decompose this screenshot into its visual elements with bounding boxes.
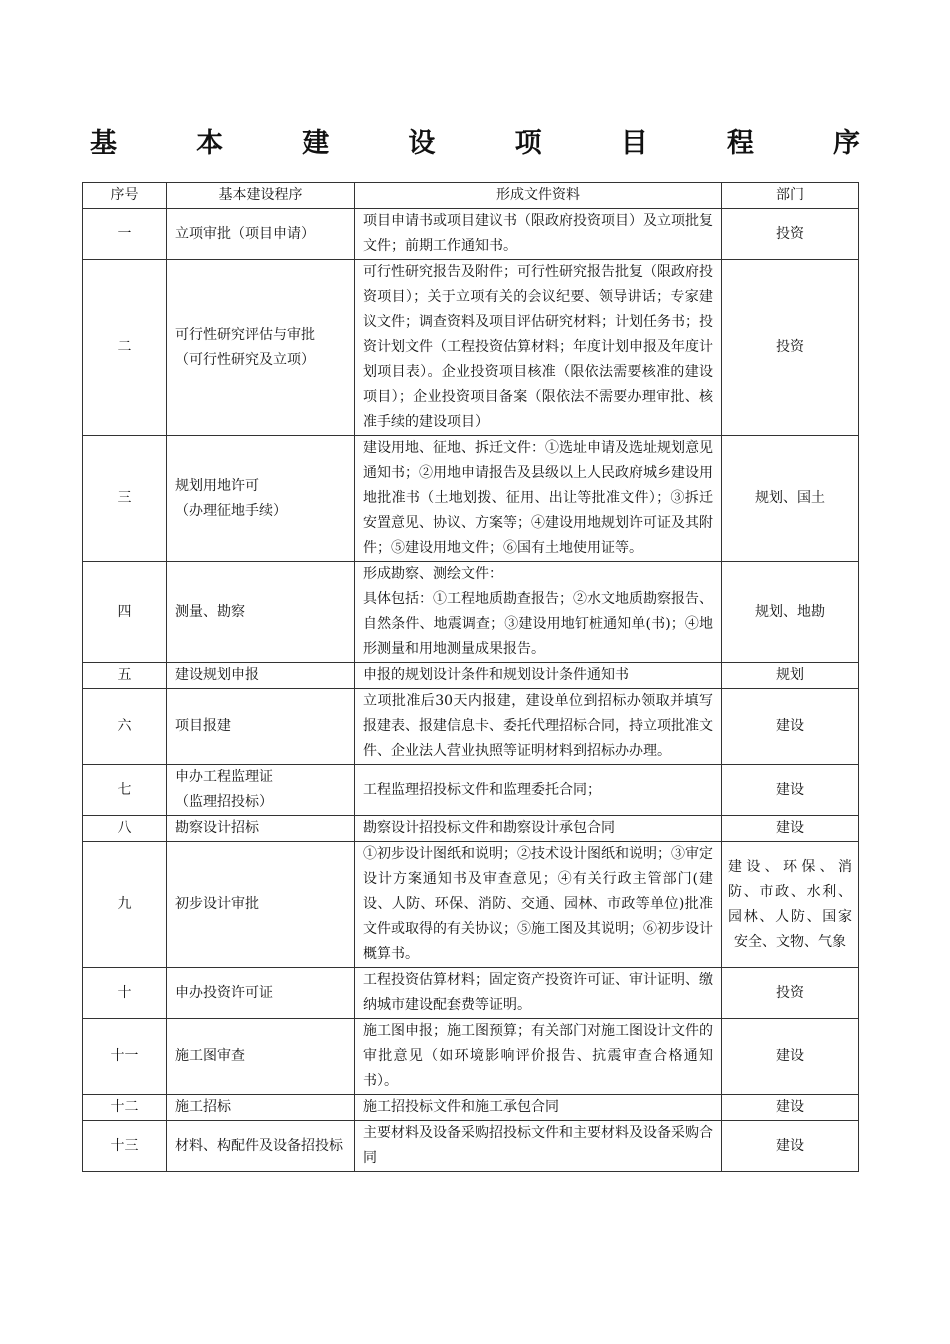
table-row xyxy=(83,765,859,816)
department-cell: 建设 xyxy=(722,1095,859,1121)
row-number: 三 xyxy=(83,436,167,562)
documents-cell xyxy=(355,209,722,260)
title-char: 建 xyxy=(302,127,330,159)
documents-text: 施工招投标文件和施工承包合同 xyxy=(363,1099,559,1115)
step-text: 材料、构配件及设备招投标 xyxy=(175,1137,343,1154)
department-cell: 建设 xyxy=(722,1019,859,1095)
row-number: 一 xyxy=(83,209,167,260)
title-char: 设 xyxy=(408,127,436,159)
step-text: 建设规划申报 xyxy=(175,667,259,683)
step-text: （办理征地手续） xyxy=(175,502,287,519)
step-cell xyxy=(167,816,355,842)
documents-cell xyxy=(355,765,722,816)
department-cell: 建设 xyxy=(722,765,859,816)
department-cell: 建设 xyxy=(722,1121,859,1172)
documents-cell xyxy=(355,436,722,562)
step-text: 规划用地许可 xyxy=(175,477,259,494)
row-number: 六 xyxy=(83,689,167,765)
procedure-table xyxy=(82,182,859,1172)
step-cell xyxy=(167,260,355,436)
row-number: 四 xyxy=(83,562,167,663)
documents-text: 立项批准后30天内报建，建设单位到招标办领取并填写报建表、报建信息卡、委托代理招标合同，持立项批准文件、企业法人营业执照等证明材料到招标办办理。 xyxy=(363,693,713,759)
header-dept: 部门 xyxy=(722,183,859,209)
documents-cell xyxy=(355,562,722,663)
documents-cell xyxy=(355,1121,722,1172)
documents-cell xyxy=(355,1019,722,1095)
department-cell: 规划、地勘 xyxy=(722,562,859,663)
department-cell: 规划 xyxy=(722,663,859,689)
step-text: （可行性研究及立项） xyxy=(175,351,315,368)
step-cell xyxy=(167,968,355,1019)
documents-text: 施工图申报；施工图预算；有关部门对施工图设计文件的审批意见（如环境影响评价报告、抗震审查合格通知书）。 xyxy=(363,1023,713,1089)
documents-text: 可行性研究报告及附件；可行性研究报告批复（限政府投资项目）；关于立项有关的会议纪要、领导讲话；专家建议文件；调查资料及项目评估研究材料；计划任务书；投资计划文件（工程投资估算材料；年度计划申报及年度计划项目表）。企业投资项目核准（限依法需要核准的建设项目）；企业投资项目备案（限依法不需要办理审批、核准手续的建设项目） xyxy=(363,264,713,430)
step-text: 施工图审查 xyxy=(175,1048,245,1064)
documents-cell xyxy=(355,968,722,1019)
step-text: 可行性研究评估与审批 xyxy=(175,326,315,343)
table-row xyxy=(83,562,859,663)
documents-text: 工程监理招投标文件和监理委托合同； xyxy=(363,781,601,798)
row-number: 七 xyxy=(83,765,167,816)
department-cell: 投资 xyxy=(722,260,859,436)
title-char: 程 xyxy=(726,127,754,159)
row-number: 八 xyxy=(83,816,167,842)
step-cell xyxy=(167,436,355,562)
documents-cell xyxy=(355,816,722,842)
table-row xyxy=(83,842,859,968)
department-cell: 投资 xyxy=(722,209,859,260)
step-cell xyxy=(167,765,355,816)
step-cell xyxy=(167,1121,355,1172)
header-no: 序号 xyxy=(83,183,167,209)
documents-text: 项目申请书或项目建议书（限政府投资项目）及立项批复文件；前期工作通知书。 xyxy=(363,213,713,254)
documents-text: ①初步设计图纸和说明；②技术设计图纸和说明；③审定设计方案通知书及审查意见；④有关行政主管部门(建设、人防、环保、消防、交通、园林、市政等单位)批准文件或取得的有关协议；⑤施工图及其说明；⑥初步设计概算书。 xyxy=(363,846,713,962)
step-cell xyxy=(167,689,355,765)
table-row xyxy=(83,1095,859,1121)
table-row xyxy=(83,968,859,1019)
documents-cell xyxy=(355,663,722,689)
row-number: 九 xyxy=(83,842,167,968)
documents-cell xyxy=(355,1095,722,1121)
table-row xyxy=(83,260,859,436)
table-header-row xyxy=(83,183,859,209)
title-char: 序 xyxy=(832,127,860,159)
title-char: 本 xyxy=(196,127,224,159)
department-cell: 建设 xyxy=(722,816,859,842)
step-cell xyxy=(167,1019,355,1095)
documents-text: 建设用地、征地、拆迁文件：①选址申请及选址规划意见通知书；②用地申请报告及县级以上人民政府城乡建设用地批准书（土地划拨、征用、出让等批准文件）；③拆迁安置意见、协议、方案等；④建设用地规划许可证及其附件；⑤建设用地文件；⑥国有土地使用证等。 xyxy=(363,440,713,556)
department-cell: 规划、国土 xyxy=(722,436,859,562)
row-number: 十三 xyxy=(83,1121,167,1172)
documents-cell xyxy=(355,260,722,436)
step-text: 初步设计审批 xyxy=(175,896,259,912)
row-number: 十 xyxy=(83,968,167,1019)
documents-cell xyxy=(355,689,722,765)
step-cell xyxy=(167,663,355,689)
step-cell xyxy=(167,209,355,260)
row-number: 十二 xyxy=(83,1095,167,1121)
table-body xyxy=(83,209,859,1172)
table-row xyxy=(83,436,859,562)
documents-text: 申报的规划设计条件和规划设计条件通知书 xyxy=(363,667,629,683)
step-cell xyxy=(167,842,355,968)
step-text: （监理招投标） xyxy=(175,794,273,810)
table-row xyxy=(83,1121,859,1172)
department-cell: 建设 xyxy=(722,689,859,765)
page-title xyxy=(90,118,860,162)
department-cell: 投资 xyxy=(722,968,859,1019)
row-number: 五 xyxy=(83,663,167,689)
title-char: 目 xyxy=(620,127,648,159)
department-cell: 建设、环保、消防、市政、水利、园林、人防、国家安全、文物、气象 xyxy=(722,842,859,968)
documents-text: 形成勘察、测绘文件： xyxy=(363,566,503,582)
table-row xyxy=(83,816,859,842)
step-cell xyxy=(167,562,355,663)
row-number: 二 xyxy=(83,260,167,436)
table-row xyxy=(83,663,859,689)
table-row xyxy=(83,209,859,260)
documents-text: 主要材料及设备采购招投标文件和主要材料及设备采购合同 xyxy=(363,1125,713,1166)
table-row xyxy=(83,689,859,765)
documents-text: 勘察设计招投标文件和勘察设计承包合同 xyxy=(363,820,615,836)
title-char: 项 xyxy=(514,127,542,159)
title-char: 基 xyxy=(90,127,117,159)
header-docs: 形成文件资料 xyxy=(355,183,722,209)
documents-text: 工程投资估算材料；固定资产投资许可证、审计证明、缴纳城市建设配套费等证明。 xyxy=(363,972,713,1013)
step-text: 立项审批（项目申请） xyxy=(175,225,315,242)
table-row xyxy=(83,1019,859,1095)
step-text: 施工招标 xyxy=(175,1099,231,1115)
header-step: 基本建设程序 xyxy=(167,183,355,209)
step-text: 勘察设计招标 xyxy=(175,820,259,836)
step-cell xyxy=(167,1095,355,1121)
documents-text: 具体包括：①工程地质勘查报告；②水文地质勘察报告、自然条件、地震调查；③建设用地钉桩通知单(书)；④地形测量和用地测量成果报告。 xyxy=(363,591,713,657)
step-text: 申办投资许可证 xyxy=(175,984,273,1001)
documents-cell xyxy=(355,842,722,968)
step-text: 项目报建 xyxy=(175,718,231,734)
step-text: 测量、勘察 xyxy=(175,603,245,620)
step-text: 申办工程监理证 xyxy=(175,769,273,785)
row-number: 十一 xyxy=(83,1019,167,1095)
